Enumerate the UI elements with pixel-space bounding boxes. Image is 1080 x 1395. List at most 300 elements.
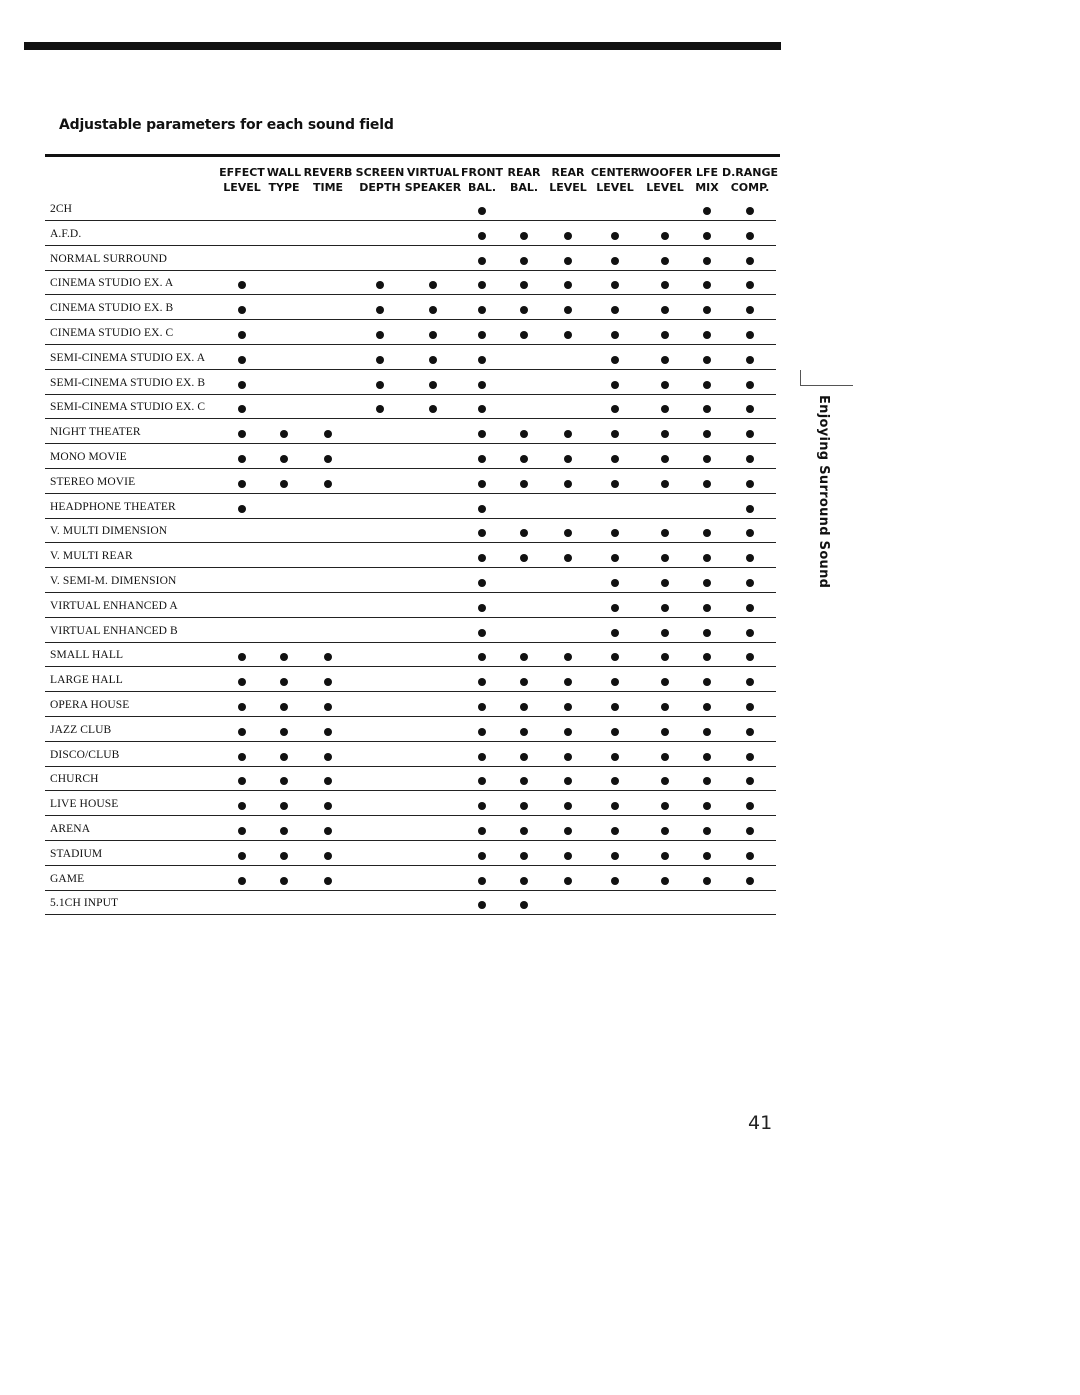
table-row xyxy=(45,642,776,667)
adjustable-mark-lfe-mix xyxy=(703,753,711,761)
table-row xyxy=(45,593,776,618)
adjustable-mark-drange-comp xyxy=(746,207,754,215)
adjustable-mark-rear-level xyxy=(564,703,572,711)
adjustable-mark-front-bal xyxy=(478,480,486,488)
adjustable-mark-drange-comp xyxy=(746,852,754,860)
adjustable-mark-woofer-level xyxy=(661,331,669,339)
adjustable-mark-effect-level xyxy=(238,381,246,389)
adjustable-mark-rear-level xyxy=(564,852,572,860)
adjustable-mark-center-level xyxy=(611,306,619,314)
column-header-center-level: CENTER LEVEL xyxy=(590,166,640,194)
adjustable-mark-rear-level xyxy=(564,331,572,339)
row-label: STADIUM xyxy=(50,847,103,860)
adjustable-mark-center-level xyxy=(611,356,619,364)
adjustable-mark-woofer-level xyxy=(661,678,669,686)
adjustable-mark-woofer-level xyxy=(661,877,669,885)
row-label: GAME xyxy=(50,872,85,885)
adjustable-mark-virtual-speaker xyxy=(429,381,437,389)
row-label: ARENA xyxy=(50,823,91,835)
adjustable-mark-front-bal xyxy=(478,257,486,265)
adjustable-mark-front-bal xyxy=(478,455,486,463)
adjustable-mark-screen-depth xyxy=(376,281,384,289)
adjustable-mark-front-bal xyxy=(478,207,486,215)
table-row xyxy=(45,394,776,419)
adjustable-mark-wall-type xyxy=(280,777,288,785)
adjustable-mark-center-level xyxy=(611,877,619,885)
adjustable-mark-woofer-level xyxy=(661,257,669,265)
row-label: CINEMA STUDIO EX. C xyxy=(50,327,174,339)
row-label: DISCO/CLUB xyxy=(50,748,120,761)
adjustable-mark-front-bal xyxy=(478,579,486,587)
row-label: JAZZ CLUB xyxy=(50,723,112,736)
adjustable-mark-front-bal xyxy=(478,505,486,513)
adjustable-mark-woofer-level xyxy=(661,430,669,438)
adjustable-mark-drange-comp xyxy=(746,753,754,761)
adjustable-mark-effect-level xyxy=(238,331,246,339)
adjustable-mark-rear-level xyxy=(564,430,572,438)
adjustable-mark-front-bal xyxy=(478,232,486,240)
adjustable-mark-wall-type xyxy=(280,877,288,885)
table-row xyxy=(45,370,776,395)
adjustable-mark-rear-bal xyxy=(520,653,528,661)
adjustable-mark-drange-comp xyxy=(746,306,754,314)
row-label: V. MULTI REAR xyxy=(50,550,133,563)
adjustable-mark-woofer-level xyxy=(661,405,669,413)
adjustable-mark-reverb-time xyxy=(324,678,332,686)
adjustable-mark-wall-type xyxy=(280,480,288,488)
adjustable-mark-effect-level xyxy=(238,827,246,835)
adjustable-mark-rear-level xyxy=(564,257,572,265)
adjustable-mark-drange-comp xyxy=(746,529,754,537)
adjustable-mark-center-level xyxy=(611,281,619,289)
adjustable-mark-screen-depth xyxy=(376,306,384,314)
row-label: CHURCH xyxy=(50,773,99,786)
adjustable-mark-rear-level xyxy=(564,827,572,835)
adjustable-mark-front-bal xyxy=(478,356,486,364)
adjustable-mark-wall-type xyxy=(280,753,288,761)
adjustable-mark-front-bal xyxy=(478,877,486,885)
adjustable-mark-woofer-level xyxy=(661,554,669,562)
adjustable-mark-lfe-mix xyxy=(703,331,711,339)
page-number: 41 xyxy=(748,1112,773,1134)
adjustable-mark-effect-level xyxy=(238,703,246,711)
adjustable-mark-lfe-mix xyxy=(703,306,711,314)
adjustable-mark-rear-bal xyxy=(520,306,528,314)
adjustable-mark-screen-depth xyxy=(376,381,384,389)
adjustable-mark-rear-bal xyxy=(520,281,528,289)
adjustable-mark-lfe-mix xyxy=(703,554,711,562)
adjustable-mark-screen-depth xyxy=(376,405,384,413)
table-row xyxy=(45,345,776,370)
adjustable-mark-drange-comp xyxy=(746,678,754,686)
top-rule xyxy=(24,42,781,50)
adjustable-mark-center-level xyxy=(611,827,619,835)
adjustable-mark-lfe-mix xyxy=(703,802,711,810)
adjustable-mark-rear-bal xyxy=(520,777,528,785)
table-row xyxy=(45,766,776,791)
adjustable-mark-drange-comp xyxy=(746,653,754,661)
adjustable-mark-center-level xyxy=(611,852,619,860)
adjustable-mark-woofer-level xyxy=(661,802,669,810)
table-row xyxy=(45,543,776,568)
adjustable-mark-center-level xyxy=(611,257,619,265)
adjustable-mark-rear-level xyxy=(564,802,572,810)
column-header-screen-depth: SCREEN DEPTH xyxy=(355,166,405,194)
table-row xyxy=(45,419,776,444)
adjustable-mark-rear-level xyxy=(564,480,572,488)
adjustable-mark-lfe-mix xyxy=(703,777,711,785)
table-row xyxy=(45,246,776,271)
adjustable-mark-center-level xyxy=(611,753,619,761)
adjustable-mark-rear-bal xyxy=(520,827,528,835)
adjustable-mark-lfe-mix xyxy=(703,405,711,413)
row-label: CINEMA STUDIO EX. B xyxy=(50,302,174,315)
adjustable-mark-center-level xyxy=(611,554,619,562)
table-row xyxy=(45,866,776,891)
adjustable-mark-woofer-level xyxy=(661,356,669,364)
adjustable-mark-effect-level xyxy=(238,653,246,661)
adjustable-mark-center-level xyxy=(611,381,619,389)
adjustable-mark-lfe-mix xyxy=(703,728,711,736)
row-label: NORMAL SURROUND xyxy=(50,252,168,265)
adjustable-mark-rear-level xyxy=(564,777,572,785)
adjustable-mark-woofer-level xyxy=(661,455,669,463)
adjustable-mark-wall-type xyxy=(280,802,288,810)
adjustable-mark-rear-level xyxy=(564,753,572,761)
adjustable-mark-drange-comp xyxy=(746,629,754,637)
adjustable-mark-rear-bal xyxy=(520,901,528,909)
adjustable-mark-drange-comp xyxy=(746,455,754,463)
column-header-woofer-level: WOOFER LEVEL xyxy=(637,166,693,194)
table-row xyxy=(45,618,776,643)
row-label: NIGHT THEATER xyxy=(50,426,141,439)
adjustable-mark-effect-level xyxy=(238,306,246,314)
adjustable-mark-drange-comp xyxy=(746,802,754,810)
adjustable-mark-rear-level xyxy=(564,653,572,661)
adjustable-mark-rear-level xyxy=(564,306,572,314)
adjustable-mark-lfe-mix xyxy=(703,852,711,860)
adjustable-mark-center-level xyxy=(611,529,619,537)
adjustable-mark-woofer-level xyxy=(661,232,669,240)
table-row xyxy=(45,469,776,494)
adjustable-mark-center-level xyxy=(611,728,619,736)
adjustable-mark-drange-comp xyxy=(746,703,754,711)
adjustable-mark-drange-comp xyxy=(746,381,754,389)
adjustable-mark-lfe-mix xyxy=(703,529,711,537)
table-row xyxy=(45,890,776,915)
adjustable-mark-lfe-mix xyxy=(703,207,711,215)
adjustable-mark-wall-type xyxy=(280,827,288,835)
adjustable-mark-reverb-time xyxy=(324,703,332,711)
adjustable-mark-drange-comp xyxy=(746,232,754,240)
table-row xyxy=(45,667,776,692)
row-label: SEMI-CINEMA STUDIO EX. B xyxy=(50,376,206,389)
row-label: V. MULTI DIMENSION xyxy=(50,525,168,538)
adjustable-mark-effect-level xyxy=(238,877,246,885)
adjustable-mark-effect-level xyxy=(238,678,246,686)
adjustable-mark-center-level xyxy=(611,331,619,339)
adjustable-mark-drange-comp xyxy=(746,579,754,587)
row-label: VIRTUAL ENHANCED A xyxy=(50,599,178,612)
adjustable-mark-woofer-level xyxy=(661,827,669,835)
adjustable-mark-wall-type xyxy=(280,728,288,736)
table-row xyxy=(45,717,776,742)
adjustable-mark-lfe-mix xyxy=(703,281,711,289)
column-header-effect-level: EFFECT LEVEL xyxy=(219,166,265,194)
adjustable-mark-woofer-level xyxy=(661,703,669,711)
column-header-reverb-time: REVERB TIME xyxy=(303,166,353,194)
adjustable-mark-wall-type xyxy=(280,455,288,463)
adjustable-mark-center-level xyxy=(611,579,619,587)
row-label: LARGE HALL xyxy=(50,674,123,687)
adjustable-mark-center-level xyxy=(611,405,619,413)
section-title: Adjustable parameters for each sound field xyxy=(59,117,394,133)
adjustable-mark-rear-level xyxy=(564,678,572,686)
adjustable-mark-woofer-level xyxy=(661,777,669,785)
table-row xyxy=(45,320,776,345)
adjustable-mark-effect-level xyxy=(238,430,246,438)
adjustable-mark-reverb-time xyxy=(324,753,332,761)
adjustable-mark-woofer-level xyxy=(661,381,669,389)
adjustable-mark-front-bal xyxy=(478,281,486,289)
adjustable-mark-front-bal xyxy=(478,901,486,909)
row-label: V. SEMI-M. DIMENSION xyxy=(50,575,177,587)
adjustable-mark-rear-bal xyxy=(520,678,528,686)
adjustable-mark-front-bal xyxy=(478,381,486,389)
adjustable-mark-reverb-time xyxy=(324,728,332,736)
adjustable-mark-lfe-mix xyxy=(703,232,711,240)
adjustable-mark-virtual-speaker xyxy=(429,331,437,339)
adjustable-mark-wall-type xyxy=(280,703,288,711)
adjustable-mark-drange-comp xyxy=(746,356,754,364)
adjustable-mark-reverb-time xyxy=(324,455,332,463)
adjustable-mark-front-bal xyxy=(478,653,486,661)
adjustable-mark-wall-type xyxy=(280,653,288,661)
adjustable-mark-drange-comp xyxy=(746,405,754,413)
adjustable-mark-woofer-level xyxy=(661,728,669,736)
row-label: MONO MOVIE xyxy=(50,451,127,463)
table-row xyxy=(45,791,776,816)
adjustable-mark-center-level xyxy=(611,802,619,810)
adjustable-mark-rear-bal xyxy=(520,331,528,339)
adjustable-mark-drange-comp xyxy=(746,554,754,562)
column-header-wall-type: WALL TYPE xyxy=(266,166,302,194)
column-header-rear-level: REAR LEVEL xyxy=(549,166,587,194)
row-label: VIRTUAL ENHANCED B xyxy=(50,624,178,637)
adjustable-mark-effect-level xyxy=(238,505,246,513)
adjustable-mark-front-bal xyxy=(478,604,486,612)
adjustable-mark-lfe-mix xyxy=(703,356,711,364)
adjustable-mark-drange-comp xyxy=(746,827,754,835)
adjustable-mark-woofer-level xyxy=(661,480,669,488)
row-label: STEREO MOVIE xyxy=(50,475,136,488)
adjustable-mark-reverb-time xyxy=(324,653,332,661)
adjustable-mark-lfe-mix xyxy=(703,629,711,637)
adjustable-mark-effect-level xyxy=(238,455,246,463)
row-label: OPERA HOUSE xyxy=(50,699,130,711)
adjustable-mark-center-level xyxy=(611,480,619,488)
table-row xyxy=(45,816,776,841)
adjustable-mark-front-bal xyxy=(478,827,486,835)
adjustable-mark-effect-level xyxy=(238,777,246,785)
adjustable-mark-rear-bal xyxy=(520,480,528,488)
adjustable-mark-front-bal xyxy=(478,629,486,637)
adjustable-mark-front-bal xyxy=(478,777,486,785)
adjustable-mark-effect-level xyxy=(238,405,246,413)
adjustable-mark-center-level xyxy=(611,703,619,711)
adjustable-mark-woofer-level xyxy=(661,653,669,661)
adjustable-mark-virtual-speaker xyxy=(429,281,437,289)
table-row xyxy=(45,444,776,469)
adjustable-mark-rear-level xyxy=(564,529,572,537)
adjustable-mark-rear-level xyxy=(564,281,572,289)
adjustable-mark-center-level xyxy=(611,604,619,612)
adjustable-mark-lfe-mix xyxy=(703,579,711,587)
table-row xyxy=(45,841,776,866)
adjustable-mark-woofer-level xyxy=(661,529,669,537)
adjustable-mark-front-bal xyxy=(478,728,486,736)
adjustable-mark-rear-bal xyxy=(520,529,528,537)
adjustable-mark-front-bal xyxy=(478,405,486,413)
column-header-front-bal: FRONT BAL. xyxy=(460,166,504,194)
row-label: 5.1CH INPUT xyxy=(50,897,119,910)
adjustable-mark-lfe-mix xyxy=(703,257,711,265)
adjustable-mark-rear-bal xyxy=(520,430,528,438)
row-label: SEMI-CINEMA STUDIO EX. C xyxy=(50,401,206,414)
adjustable-mark-drange-comp xyxy=(746,877,754,885)
adjustable-mark-woofer-level xyxy=(661,604,669,612)
adjustable-mark-woofer-level xyxy=(661,852,669,860)
adjustable-mark-center-level xyxy=(611,232,619,240)
column-header-virtual-speaker: VIRTUAL SPEAKER xyxy=(404,166,462,194)
adjustable-mark-drange-comp xyxy=(746,281,754,289)
adjustable-mark-woofer-level xyxy=(661,579,669,587)
adjustable-mark-center-level xyxy=(611,653,619,661)
adjustable-mark-woofer-level xyxy=(661,753,669,761)
adjustable-mark-center-level xyxy=(611,430,619,438)
adjustable-mark-screen-depth xyxy=(376,356,384,364)
adjustable-mark-rear-level xyxy=(564,877,572,885)
adjustable-mark-effect-level xyxy=(238,728,246,736)
row-label: 2CH xyxy=(50,203,73,215)
column-header-drange-comp: D.RANGE COMP. xyxy=(721,166,779,194)
adjustable-mark-reverb-time xyxy=(324,852,332,860)
adjustable-mark-effect-level xyxy=(238,753,246,761)
adjustable-mark-effect-level xyxy=(238,852,246,860)
adjustable-mark-rear-bal xyxy=(520,455,528,463)
adjustable-mark-wall-type xyxy=(280,430,288,438)
adjustable-mark-effect-level xyxy=(238,480,246,488)
adjustable-mark-reverb-time xyxy=(324,777,332,785)
adjustable-mark-center-level xyxy=(611,629,619,637)
column-header-lfe-mix: LFE MIX xyxy=(695,166,719,194)
adjustable-mark-lfe-mix xyxy=(703,703,711,711)
adjustable-mark-woofer-level xyxy=(661,281,669,289)
adjustable-mark-center-level xyxy=(611,678,619,686)
adjustable-mark-drange-comp xyxy=(746,430,754,438)
table-row xyxy=(45,568,776,593)
adjustable-mark-virtual-speaker xyxy=(429,356,437,364)
adjustable-mark-reverb-time xyxy=(324,480,332,488)
table-row xyxy=(45,221,776,246)
adjustable-mark-reverb-time xyxy=(324,430,332,438)
adjustable-mark-rear-bal xyxy=(520,753,528,761)
adjustable-mark-virtual-speaker xyxy=(429,306,437,314)
adjustable-mark-effect-level xyxy=(238,356,246,364)
table-row xyxy=(45,494,776,519)
adjustable-mark-rear-bal xyxy=(520,257,528,265)
adjustable-mark-rear-bal xyxy=(520,852,528,860)
adjustable-mark-rear-level xyxy=(564,554,572,562)
adjustable-mark-woofer-level xyxy=(661,306,669,314)
adjustable-mark-lfe-mix xyxy=(703,678,711,686)
adjustable-mark-front-bal xyxy=(478,753,486,761)
adjustable-mark-front-bal xyxy=(478,430,486,438)
side-tab-label: Enjoying Surround Sound xyxy=(816,395,831,589)
adjustable-mark-effect-level xyxy=(238,802,246,810)
table-top-rule xyxy=(45,154,780,157)
adjustable-mark-front-bal xyxy=(478,529,486,537)
adjustable-mark-drange-comp xyxy=(746,331,754,339)
adjustable-mark-effect-level xyxy=(238,281,246,289)
row-label: SEMI-CINEMA STUDIO EX. A xyxy=(50,351,206,364)
table-row xyxy=(45,295,776,320)
adjustable-mark-drange-comp xyxy=(746,777,754,785)
adjustable-mark-front-bal xyxy=(478,802,486,810)
row-label: SMALL HALL xyxy=(50,649,124,662)
adjustable-mark-rear-level xyxy=(564,728,572,736)
table-row xyxy=(45,196,776,221)
side-tab xyxy=(800,370,853,386)
adjustable-mark-center-level xyxy=(611,455,619,463)
adjustable-mark-front-bal xyxy=(478,331,486,339)
adjustable-mark-drange-comp xyxy=(746,505,754,513)
adjustable-mark-rear-level xyxy=(564,455,572,463)
adjustable-mark-rear-level xyxy=(564,232,572,240)
adjustable-mark-drange-comp xyxy=(746,480,754,488)
adjustable-mark-rear-bal xyxy=(520,877,528,885)
row-label: LIVE HOUSE xyxy=(50,798,119,811)
adjustable-mark-lfe-mix xyxy=(703,381,711,389)
adjustable-mark-front-bal xyxy=(478,703,486,711)
adjustable-mark-reverb-time xyxy=(324,802,332,810)
table-row xyxy=(45,742,776,767)
adjustable-mark-reverb-time xyxy=(324,827,332,835)
adjustable-mark-wall-type xyxy=(280,852,288,860)
adjustable-mark-front-bal xyxy=(478,678,486,686)
adjustable-mark-rear-bal xyxy=(520,232,528,240)
adjustable-mark-lfe-mix xyxy=(703,604,711,612)
adjustable-mark-lfe-mix xyxy=(703,480,711,488)
table-row xyxy=(45,518,776,543)
row-label: A.F.D. xyxy=(50,227,82,240)
adjustable-mark-center-level xyxy=(611,777,619,785)
adjustable-mark-lfe-mix xyxy=(703,827,711,835)
adjustable-mark-rear-bal xyxy=(520,554,528,562)
adjustable-mark-lfe-mix xyxy=(703,455,711,463)
adjustable-mark-reverb-time xyxy=(324,877,332,885)
table-row xyxy=(45,270,776,295)
adjustable-mark-rear-bal xyxy=(520,703,528,711)
adjustable-mark-wall-type xyxy=(280,678,288,686)
adjustable-mark-drange-comp xyxy=(746,257,754,265)
adjustable-mark-drange-comp xyxy=(746,604,754,612)
adjustable-mark-rear-bal xyxy=(520,728,528,736)
row-label: CINEMA STUDIO EX. A xyxy=(50,277,174,290)
column-header-rear-bal: REAR BAL. xyxy=(507,166,541,194)
adjustable-mark-rear-bal xyxy=(520,802,528,810)
adjustable-mark-front-bal xyxy=(478,852,486,860)
